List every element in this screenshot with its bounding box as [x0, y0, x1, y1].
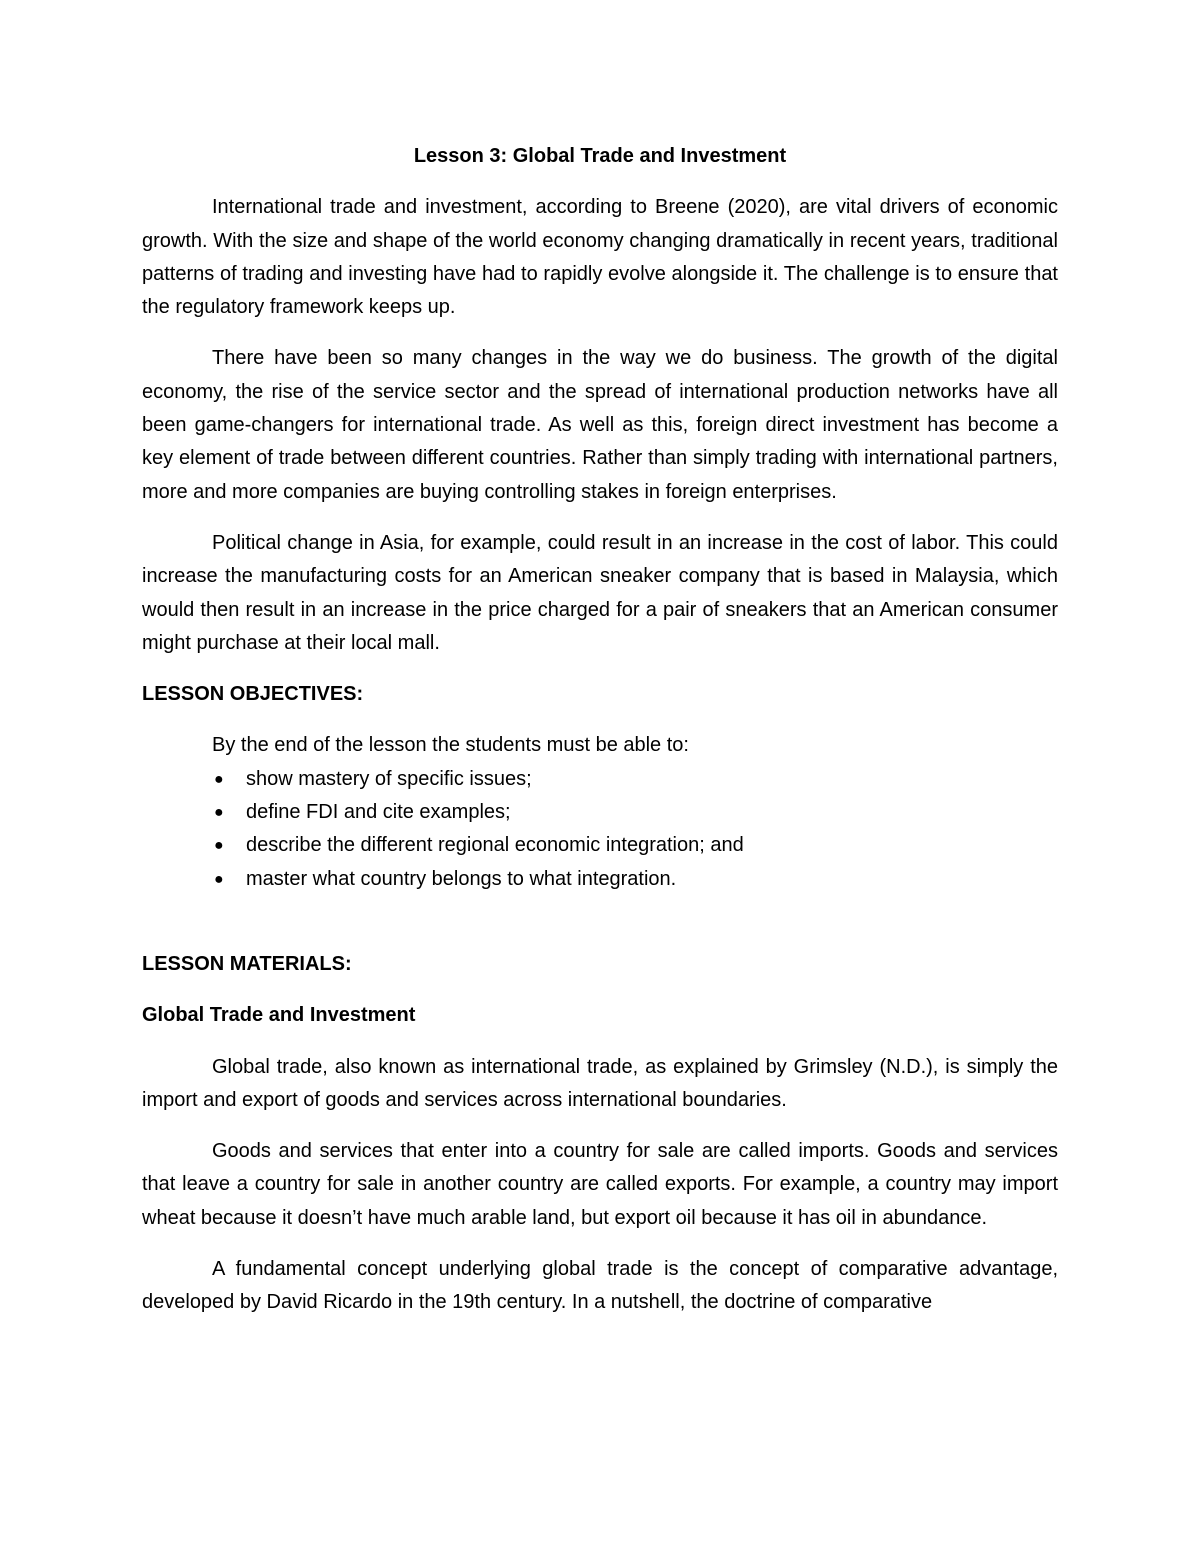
bullet-icon: ●	[214, 770, 224, 788]
intro-paragraph-3: Political change in Asia, for example, could result in an increase in the cost of labor. This could increase the manufacturing costs for an American sneaker company that is based in Malaysia, which would then result in an increase in the price charged for a pair of sneakers that an American consumer might purchase at their local mall.	[142, 531, 1058, 654]
bullet-icon: ●	[214, 837, 224, 855]
objectives-list	[142, 763, 1058, 896]
objective-text: describe the different regional economic integration; and	[246, 834, 744, 857]
bullet-icon: ●	[214, 870, 224, 888]
materials-subheading: Global Trade and Investment	[142, 1004, 416, 1027]
materials-paragraph-3: A fundamental concept underlying global trade is the concept of comparative advantage, developed by David Ricardo in the 19th century. In a nutshell, the doctrine of comparative	[142, 1258, 1058, 1314]
objectives-heading: LESSON OBJECTIVES:	[142, 683, 364, 706]
bullet-icon: ●	[214, 804, 224, 822]
objective-item	[212, 763, 1058, 796]
intro-paragraph-1: International trade and investment, according to Breene (2020), are vital drivers of economic growth. With the size and shape of the world economy changing dramatically in recent years, traditional patterns of trading and investing have had to rapidly evolve alongside it. The challenge is to ensure that the regulatory framework keeps up.	[142, 196, 1058, 319]
objective-item	[212, 863, 1058, 896]
document-page	[142, 140, 1058, 1338]
objective-text: define FDI and cite examples;	[246, 801, 511, 824]
objectives-intro: By the end of the lesson the students must be able to:	[212, 734, 689, 757]
objective-item	[212, 829, 1058, 862]
intro-paragraph-2: There have been so many changes in the way we do business. The growth of the digital economy, the rise of the service sector and the spread of international production networks have all been game-changers for international trade. As well as this, foreign direct investment has become a key element of trade between different countries. Rather than simply trading with international partners, more and more companies are buying controlling stakes in foreign enterprises.	[142, 347, 1058, 503]
materials-paragraph-1: Global trade, also known as international trade, as explained by Grimsley (N.D.), is simply the import and export of goods and services across international boundaries.	[142, 1055, 1058, 1111]
materials-paragraph-2: Goods and services that enter into a country for sale are called imports. Goods and services that leave a country for sale in another country are called exports. For example, a country may import wheat because it doesn’t have much arable land, but export oil because it has oil in abundance.	[142, 1140, 1058, 1229]
lesson-title: Lesson 3: Global Trade and Investment	[413, 145, 787, 167]
objective-text: master what country belongs to what integration.	[246, 867, 677, 890]
objective-item	[212, 796, 1058, 829]
materials-heading: LESSON MATERIALS:	[142, 952, 352, 975]
objective-text: show mastery of specific issues;	[246, 767, 532, 790]
